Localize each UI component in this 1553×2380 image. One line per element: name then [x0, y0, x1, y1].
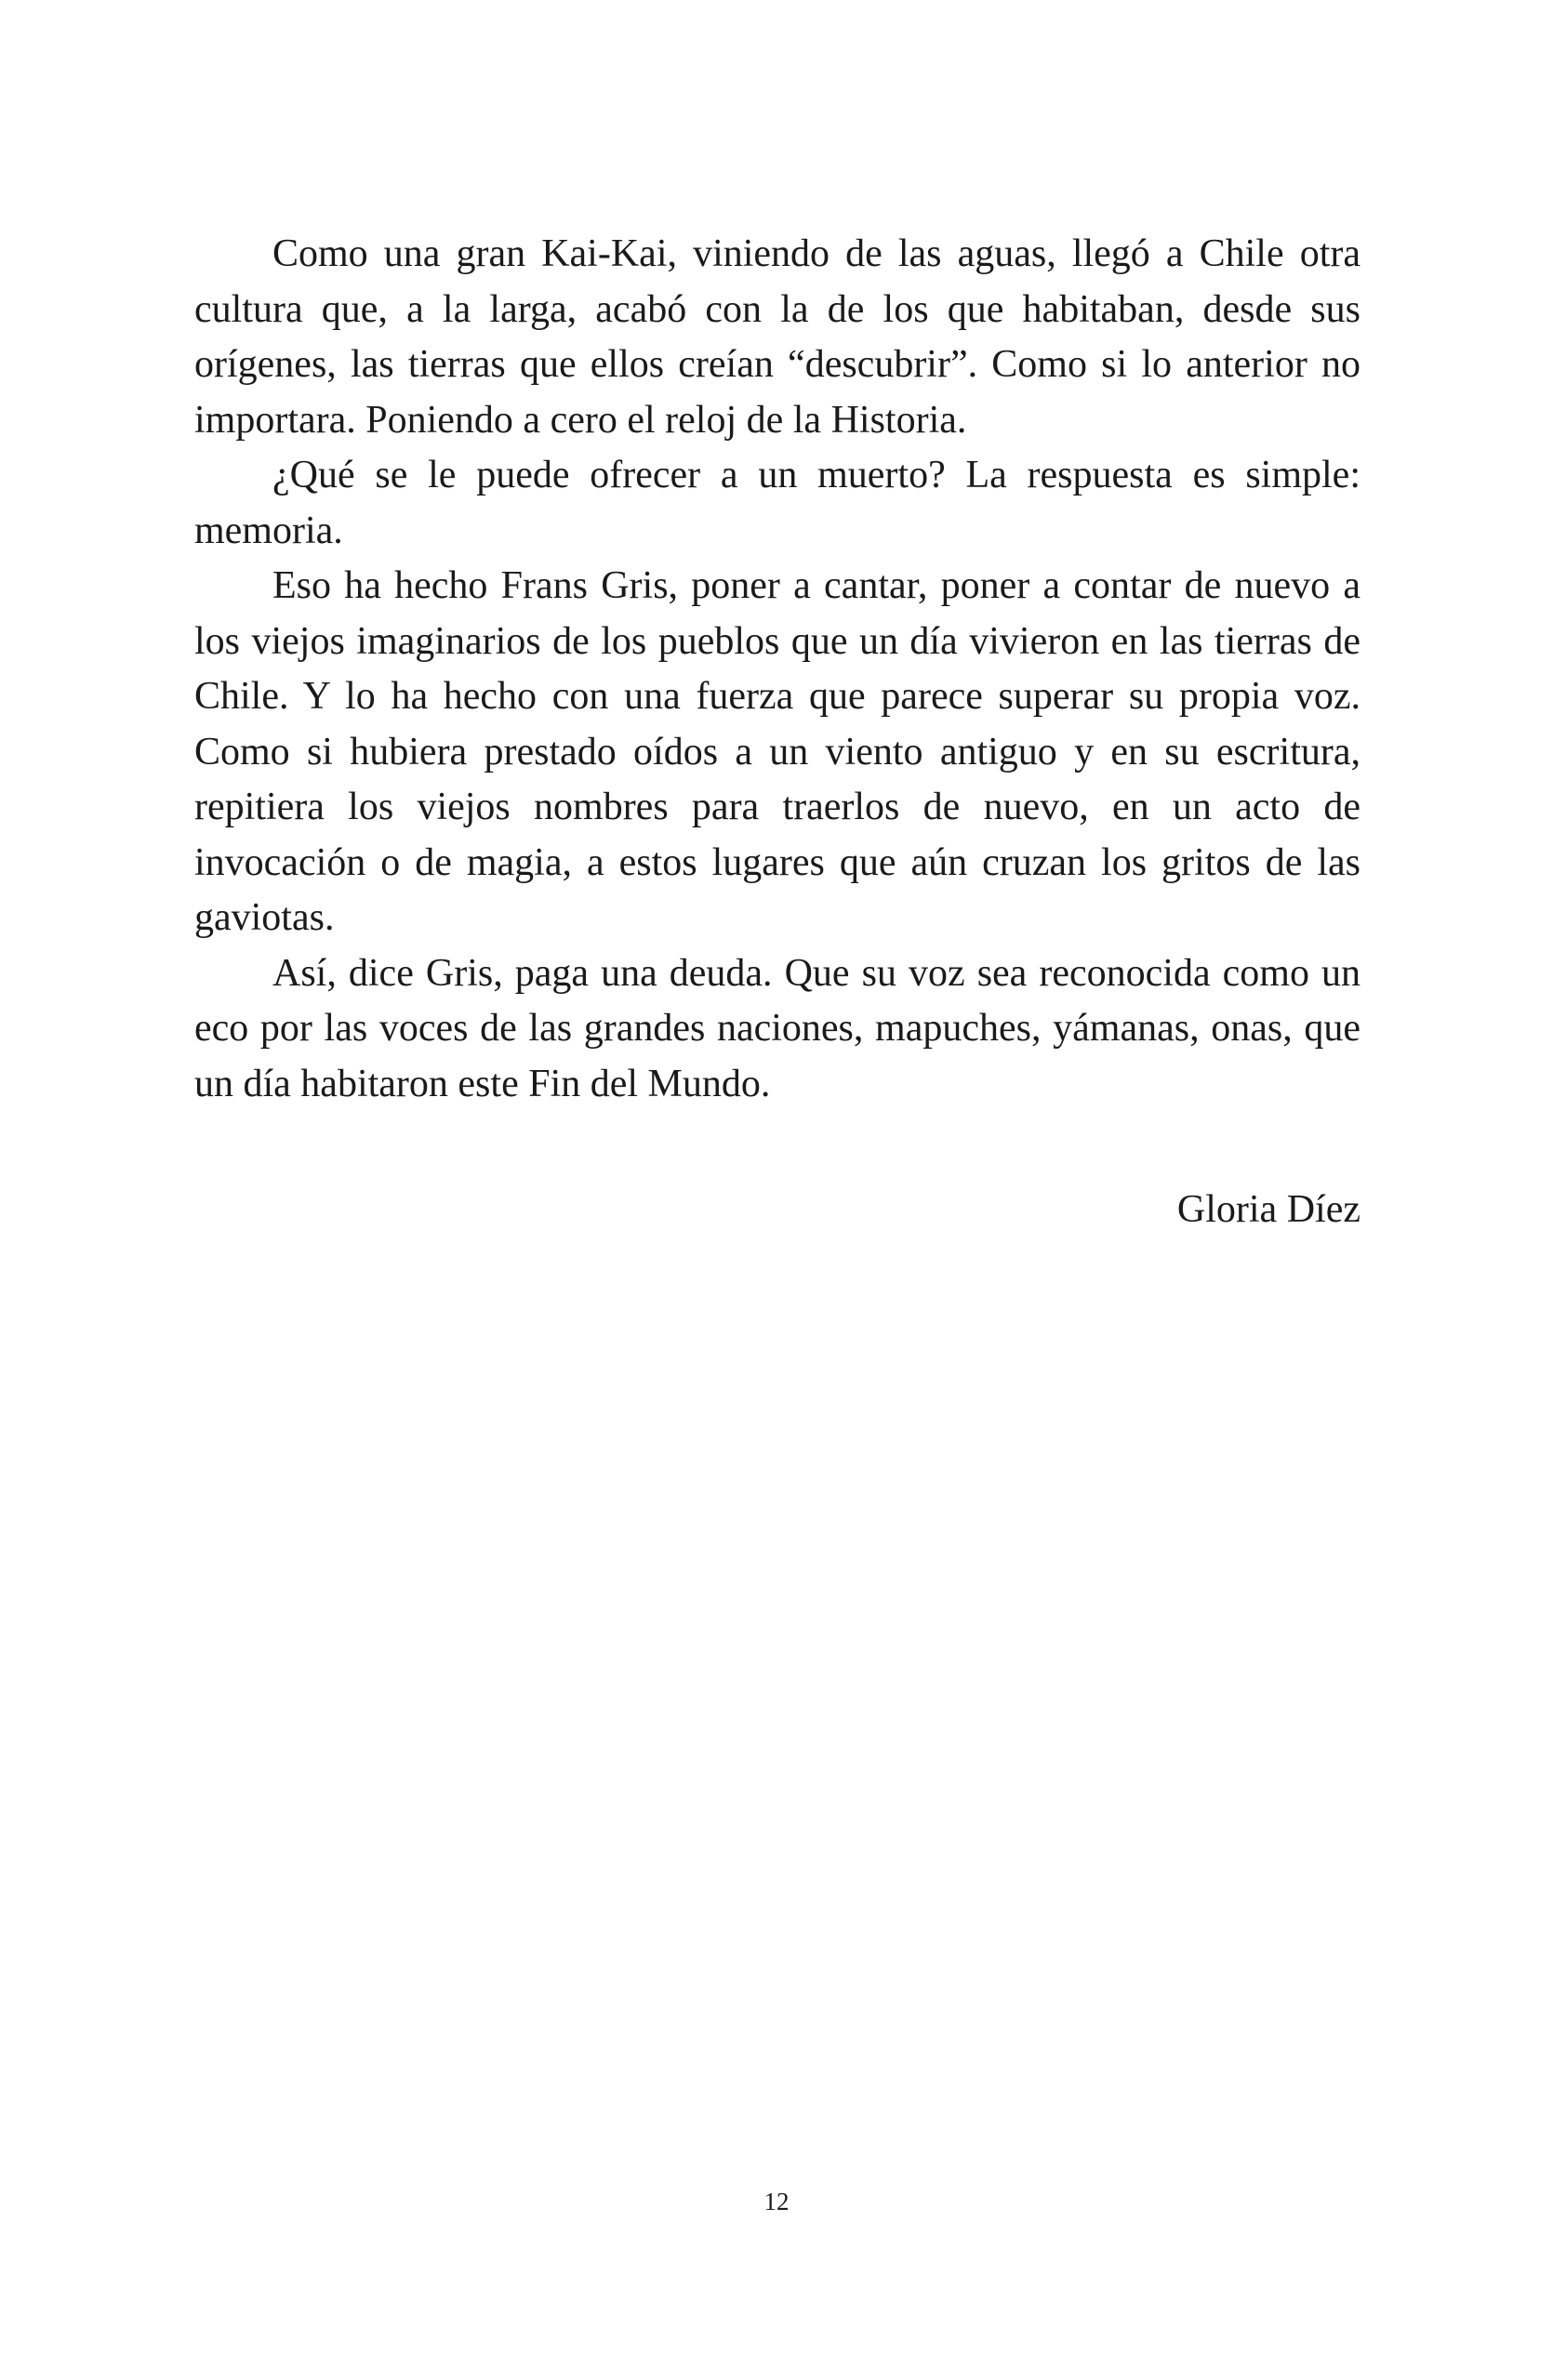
page-number: 12: [763, 2188, 790, 2215]
paragraph-2: ¿Qué se le puede ofrecer a un muerto? La respuesta es simple: memoria.: [194, 454, 1361, 552]
author-signature: Gloria Díez: [1176, 1188, 1361, 1231]
paragraph-1: Como una gran Kai-Kai, viniendo de las aguas, llegó a Chile otra cultura que, a la larga, acabó con la de los que habitaban, desde sus orígenes, las tierras que ellos creían “descubrir”. Como si lo anterior no importara. Poniendo a cero el reloj de la Historia.: [194, 232, 1361, 442]
body-text: [194, 227, 1361, 1112]
paragraph-3: Eso ha hecho Frans Gris, poner a cantar, poner a contar de nuevo a los viejos imaginarios de los pueblos que un día vivieron en las tierras de Chile. Y lo ha hecho con una fuerza que parece superar su propia voz. Como si hubiera prestado oídos a un viento antiguo y en su escritura, repitiera los viejos nombres para traerlos de nuevo, en un acto de invocación o de magia, a estos lugares que aún cruzan los gritos de las gaviotas.: [194, 564, 1361, 939]
paragraph-4: Así, dice Gris, paga una deuda. Que su voz sea reconocida como un eco por las voces de las grandes naciones, mapuches, yámanas, onas, que un día habitaron este Fin del Mundo.: [194, 951, 1361, 1105]
